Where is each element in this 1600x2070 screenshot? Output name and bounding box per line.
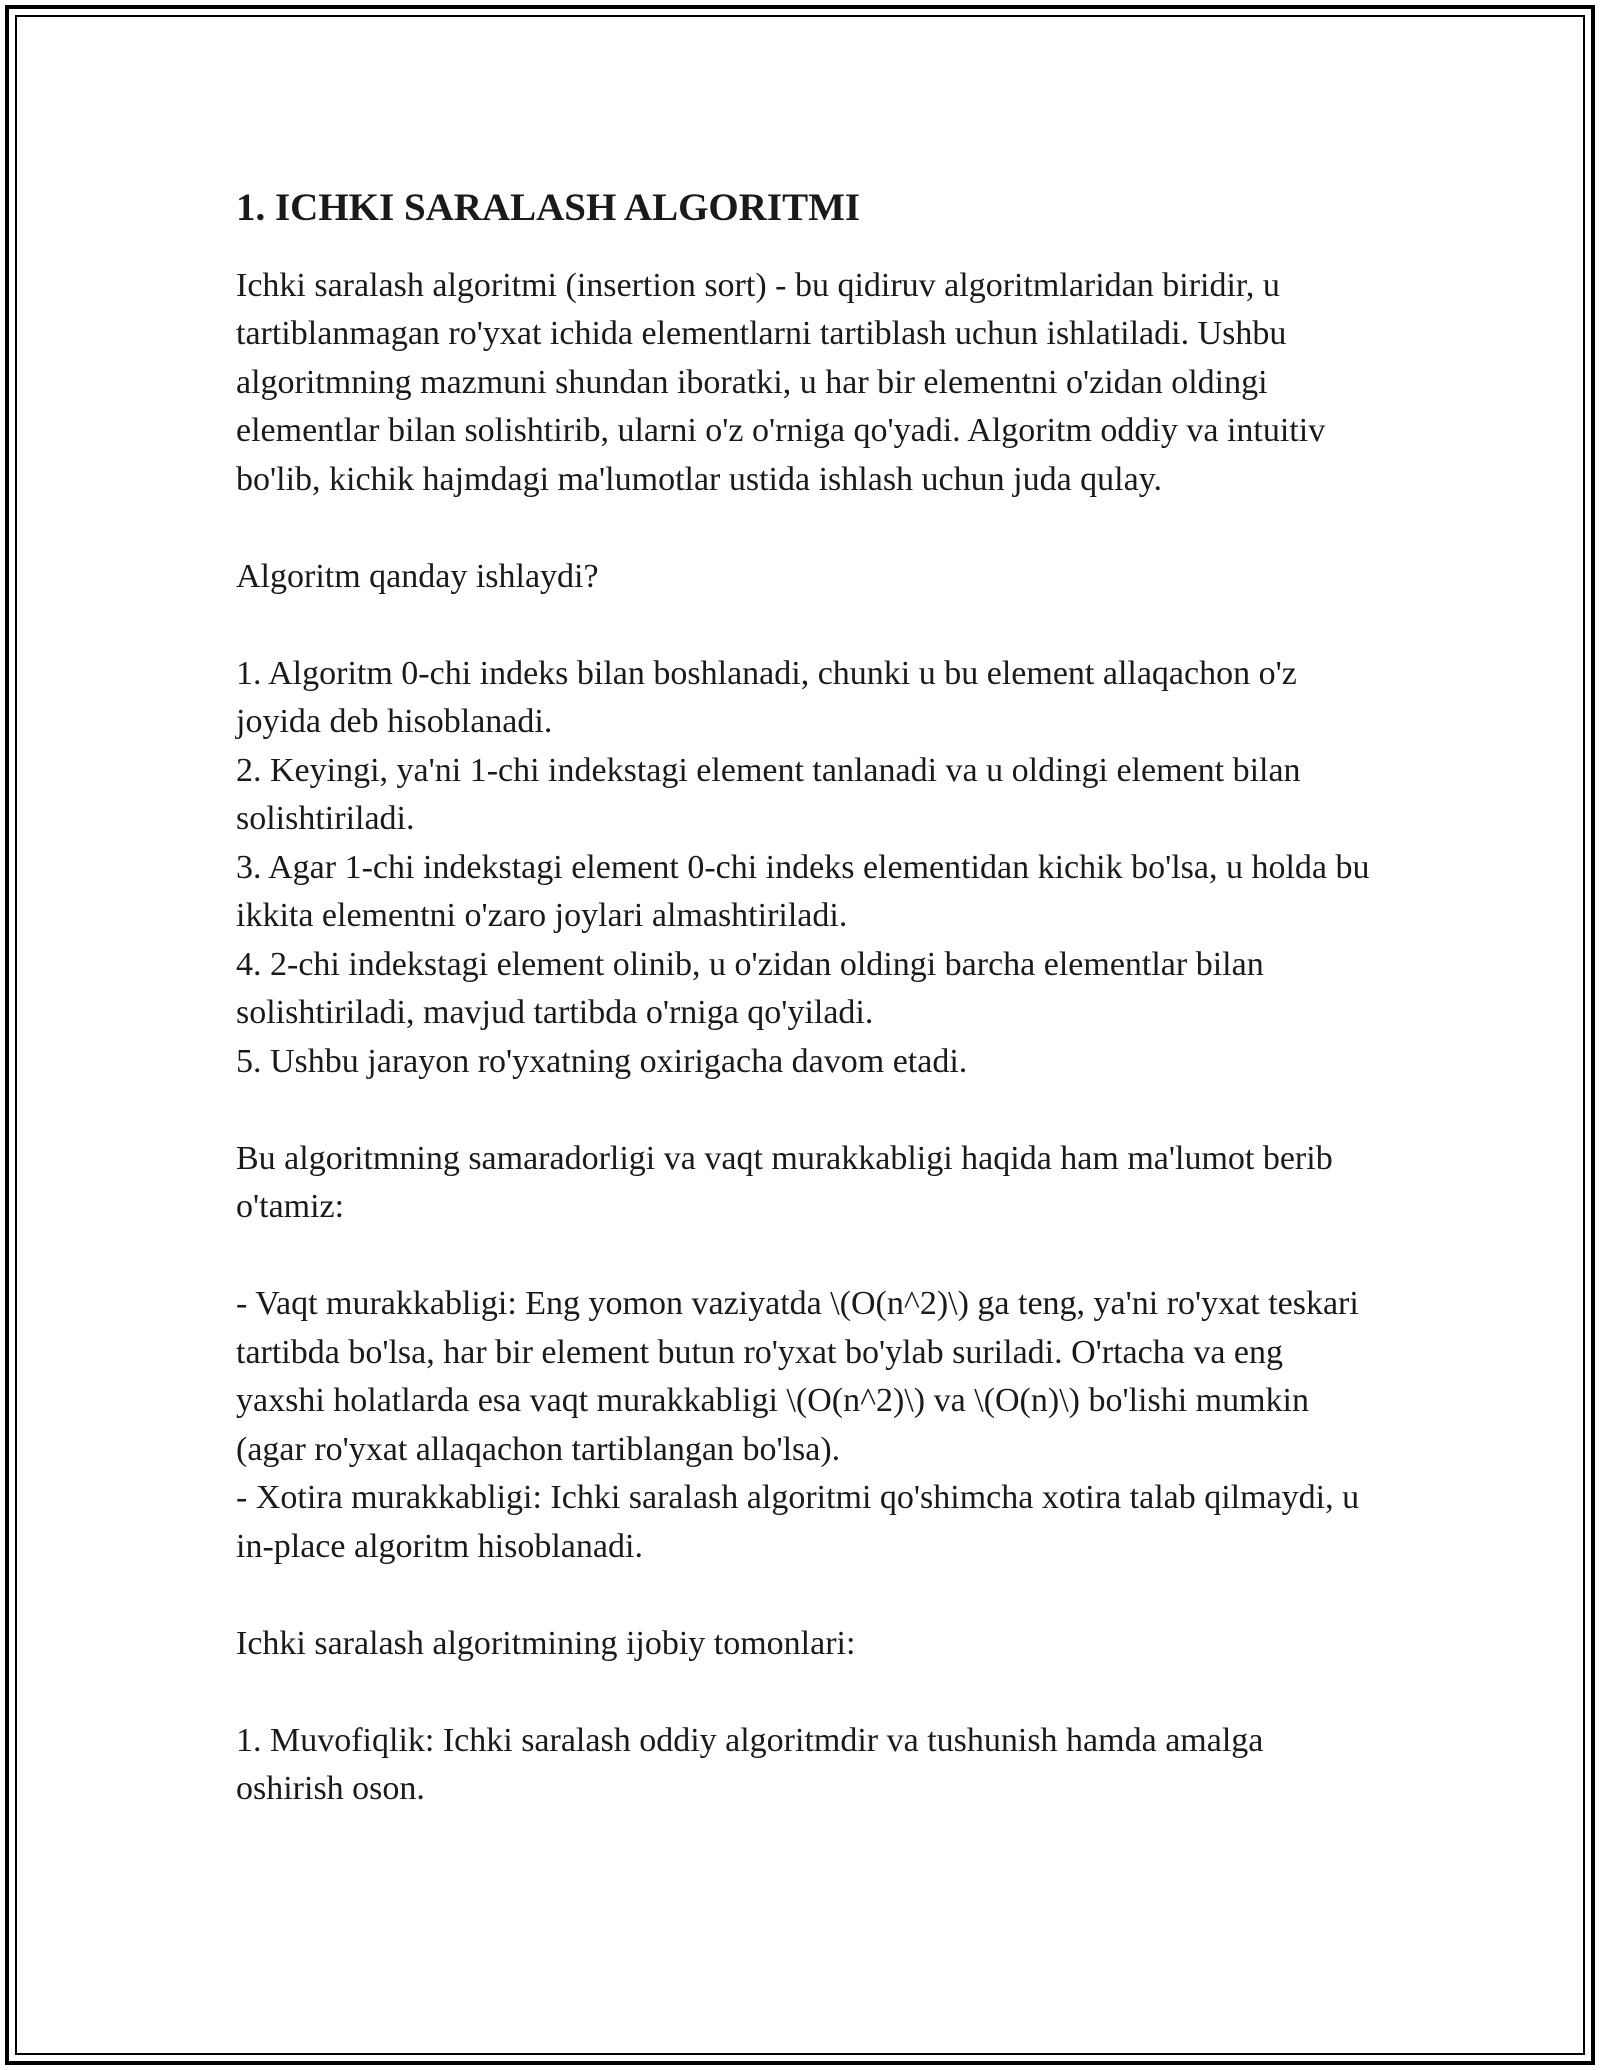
step-item-2: 2. Keyingi, ya'ni 1-chi indekstagi element tanlanadi va u oldingi element bilan solishtiriladi. xyxy=(236,751,1301,838)
page-title: 1. ICHKI SARALASH ALGORITMI xyxy=(236,186,861,229)
time-complexity-item: - Vaqt murakkabligi: Eng yomon vaziyatda \(O(n^2)\) ga teng, ya'ni ro'yxat teskari tartibda bo'lsa, har bir element butun ro'yxat bo'ylab suriladi. O'rtacha va eng yaxshi holatlarda esa vaqt murakkabligi \(O(n^2)\) va \(O(n)\) bo'lishi mumkin (agar ro'yxat allaqachon tartiblangan bo'lsa). xyxy=(236,1285,1359,1468)
document-body xyxy=(236,185,1376,1814)
intro-paragraph: Ichki saralash algoritmi (insertion sort) - bu qidiruv algoritmlaridan biridir, u tartiblanmagan ro'yxat ichida elementlarni tartiblash uchun ishlatiladi. Ushbu algoritmning mazmuni shundan iboratki, u har bir elementni o'zidan oldingi elementlar bilan solishtirib, ularni o'z o'rniga qo'yadi. Algoritm oddiy va intuitiv bo'lib, kichik hajmdagi ma'lumotlar ustida ishlash uchun juda qulay. xyxy=(236,266,1326,498)
step-item-1: 1. Algoritm 0-chi indeks bilan boshlanadi, chunki u bu element allaqachon o'z joyida deb hisoblanadi. xyxy=(236,654,1297,741)
complexity-intro: Bu algoritmning samaradorligi va vaqt murakkabligi haqida ham ma'lumot berib o'tamiz: xyxy=(236,1139,1333,1226)
spacer xyxy=(236,1232,1376,1281)
spacer xyxy=(236,601,1376,650)
spacer xyxy=(236,1668,1376,1717)
spacer xyxy=(236,1571,1376,1620)
step-item-5: 5. Ushbu jarayon ro'yxatning oxirigacha davom etadi. xyxy=(236,1042,968,1080)
pros-heading: Ichki saralash algoritmining ijobiy tomonlari: xyxy=(236,1624,856,1662)
spacer xyxy=(236,504,1376,553)
memory-complexity-item: - Xotira murakkabligi: Ichki saralash algoritmi qo'shimcha xotira talab qilmaydi, u in-place algoritm hisoblanadi. xyxy=(236,1479,1360,1565)
step-item-4: 4. 2-chi indekstagi element olinib, u o'zidan oldingi barcha elementlar bilan solishtiriladi, mavjud tartibda o'rniga qo'yiladi. xyxy=(236,945,1264,1032)
pros-item-1: 1. Muvofiqlik: Ichki saralash oddiy algoritmdir va tushunish hamda amalga oshirish oson. xyxy=(236,1721,1264,1808)
how-it-works-heading: Algoritm qanday ishlaydi? xyxy=(236,557,599,595)
spacer xyxy=(236,1086,1376,1135)
step-item-3: 3. Agar 1-chi indekstagi element 0-chi indeks elementidan kichik bo'lsa, u holda bu ikkita elementni o'zaro joylari almashtiriladi. xyxy=(236,848,1370,935)
